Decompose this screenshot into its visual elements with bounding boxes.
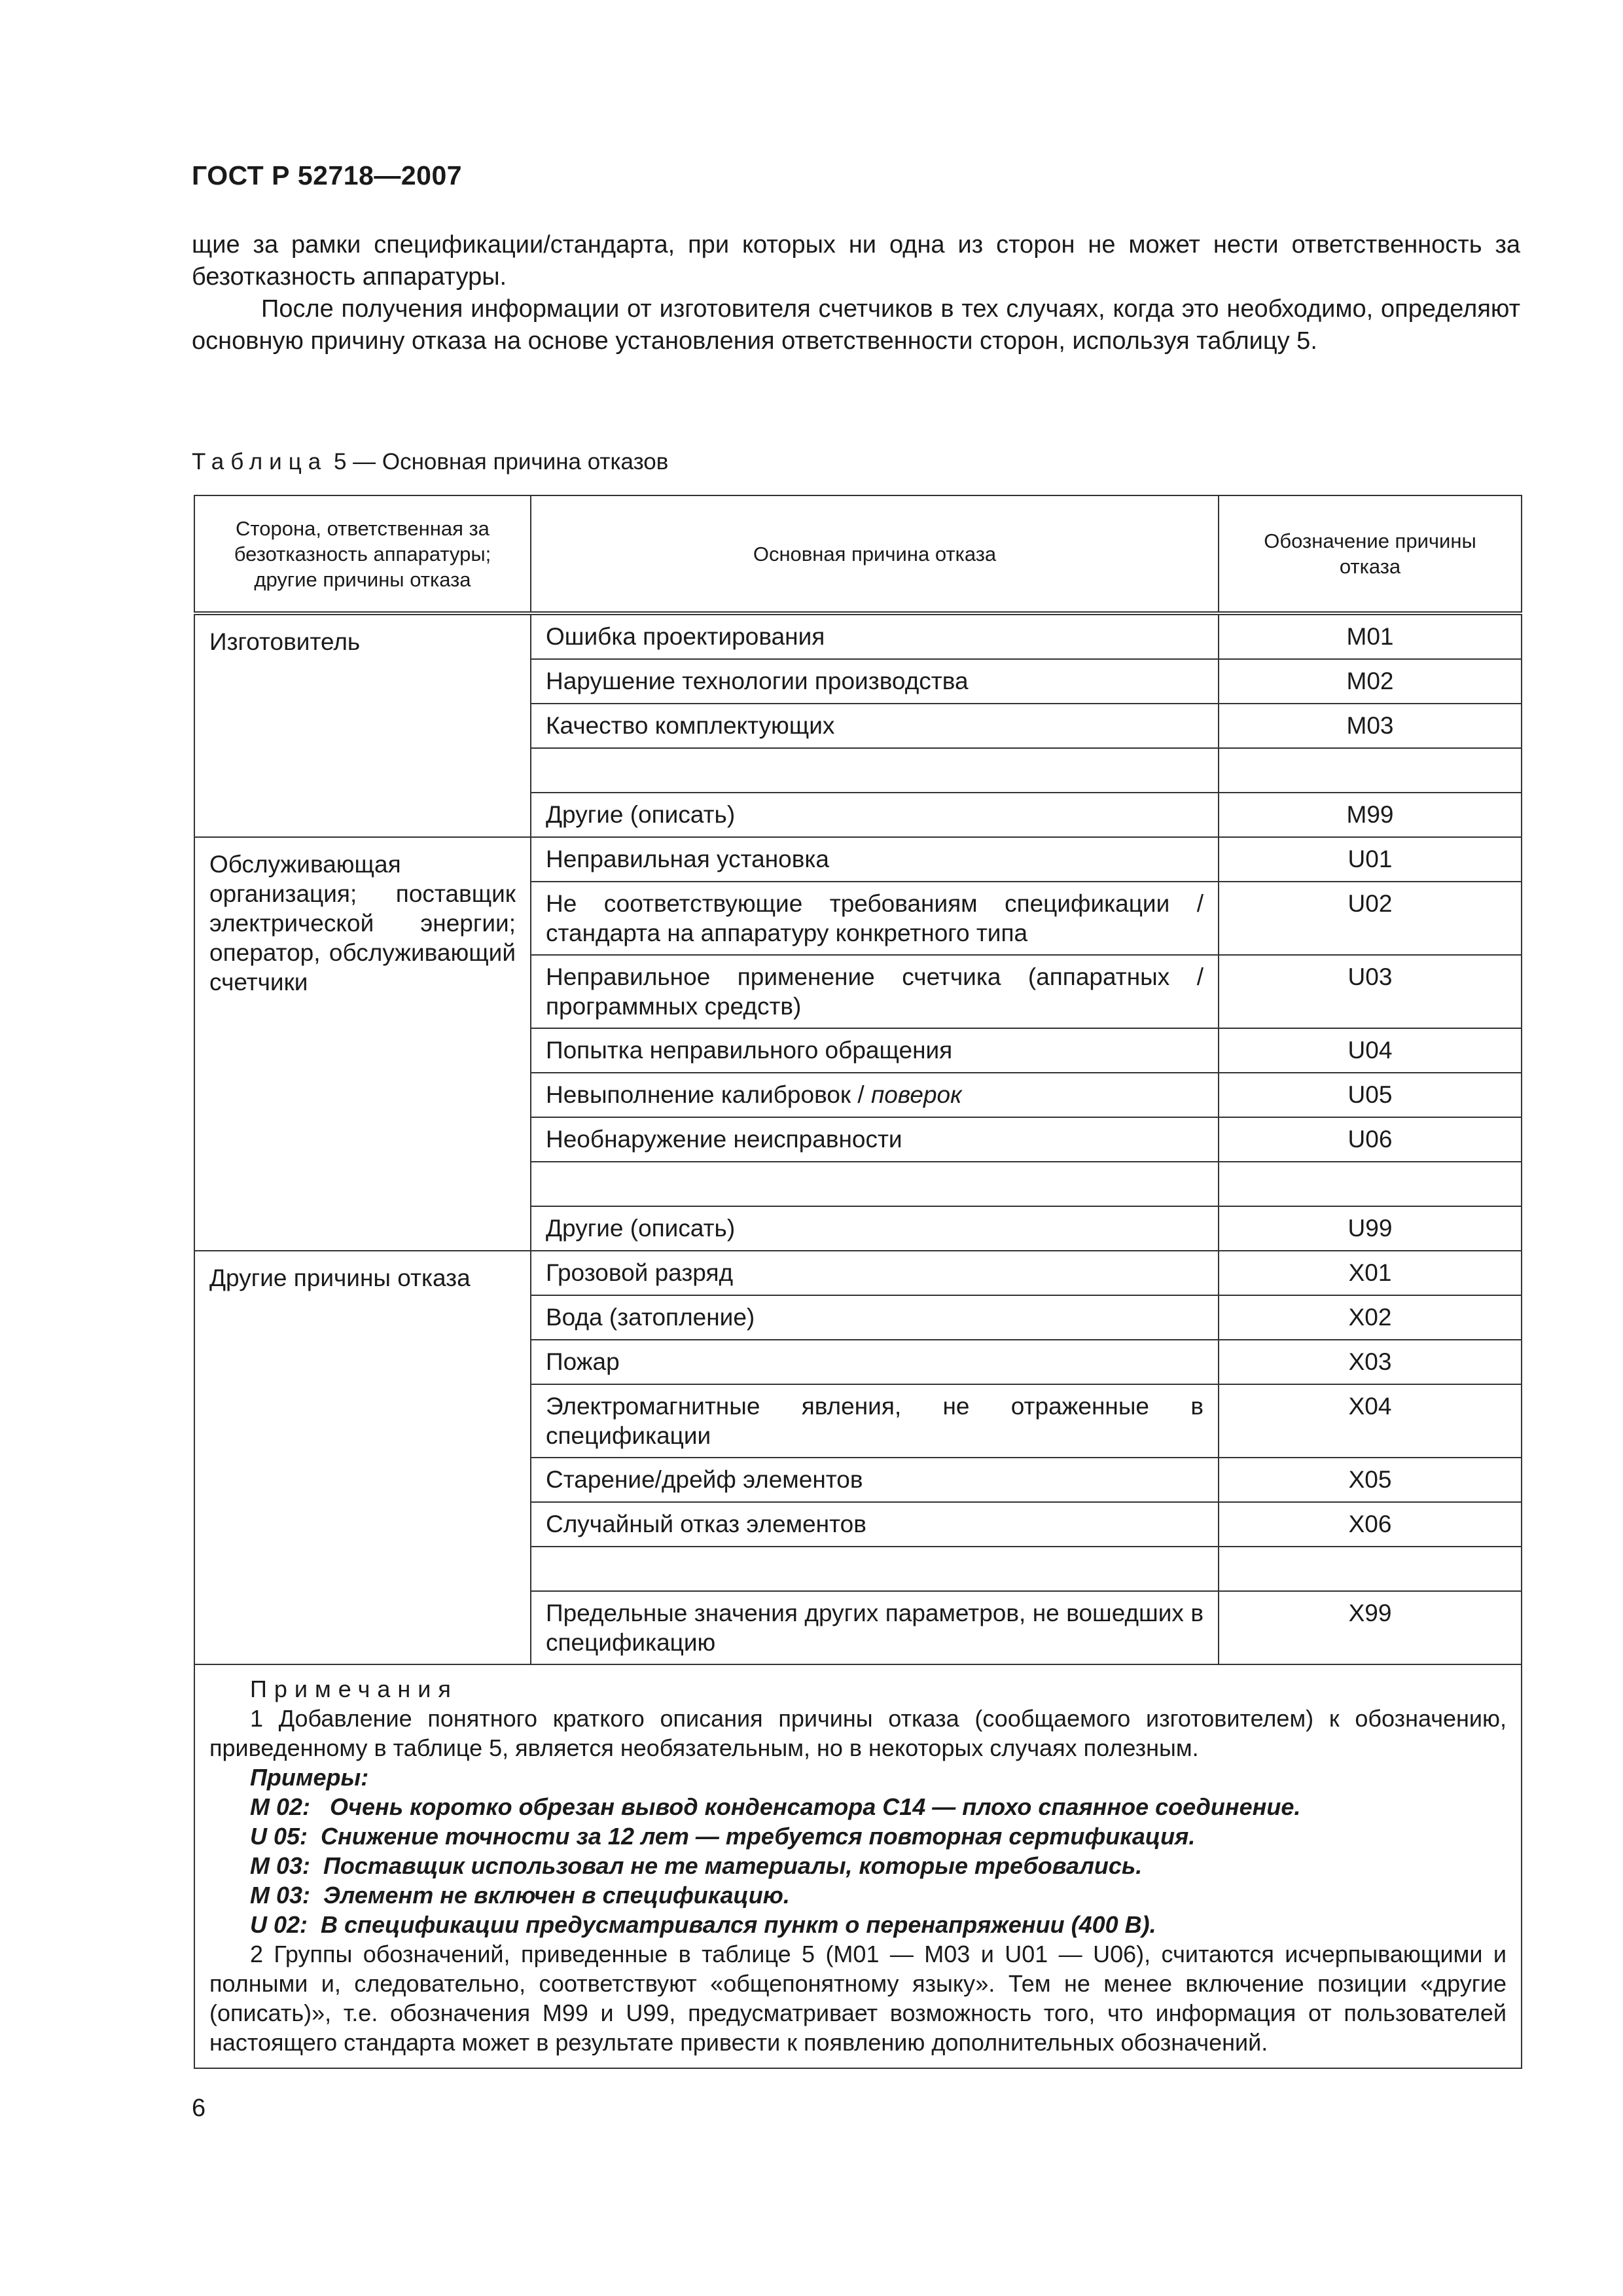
header-party: Сторона, ответственная за безотказность аппаратуры; другие причины отказа: [194, 495, 531, 613]
party-manufacturer: Изготовитель: [194, 613, 531, 837]
cause-cell: Ошибка проектирования: [531, 613, 1219, 659]
cause-cell: Качество комплектующих: [531, 704, 1219, 748]
header-code: Обозначение причины отказа: [1219, 495, 1522, 613]
notes-row: [194, 1664, 1522, 2068]
table-header-row: [194, 495, 1522, 613]
cause-cell: [531, 748, 1219, 793]
code-cell: М02: [1219, 659, 1522, 704]
notes-title: [209, 1674, 1507, 1704]
cause-cell: Неправильная установка: [531, 837, 1219, 882]
table-row: [194, 837, 1522, 882]
example-item: М 03: Поставщик использовал не те материалы, которые требовались.: [250, 1852, 1143, 1879]
cause-cell: Пожар: [531, 1340, 1219, 1384]
note-1: 1 Добавление понятного краткого описания причины отказа (сообщаемого изготовителем) к обозначению, приведенному в таблице 5, является необязательным, но в некоторых случаях полезным.: [209, 1705, 1507, 1761]
intro-paragraph-1: щие за рамки спецификации/стандарта, при которых ни одна из сторон не может нести ответственность за безотказность аппаратуры.: [192, 231, 1520, 291]
intro-text: [192, 229, 1520, 357]
cause-cell: Не соответствующие требованиям спецификации / стандарта на аппаратуру конкретного типа: [531, 882, 1219, 955]
code-cell: U04: [1219, 1028, 1522, 1073]
table-row: [194, 1251, 1522, 1295]
code-cell: U01: [1219, 837, 1522, 882]
cause-cell: Грозовой разряд: [531, 1251, 1219, 1295]
code-cell: Х01: [1219, 1251, 1522, 1295]
example-item: U 02: В спецификации предусматривался пункт о перенапряжении (400 В).: [250, 1911, 1156, 1938]
notes-title-text: Примечания: [250, 1676, 458, 1702]
cause-cell: Старение/дрейф элементов: [531, 1458, 1219, 1502]
cause-text-italic: поверок: [870, 1081, 962, 1108]
cause-cell: Неправильное применение счетчика (аппаратных / программных средств): [531, 955, 1219, 1028]
cause-cell: Другие (описать): [531, 793, 1219, 837]
code-cell: [1219, 1162, 1522, 1206]
cause-cell: Случайный отказ элементов: [531, 1502, 1219, 1547]
cause-cell: Попытка неправильного обращения: [531, 1028, 1219, 1073]
example-item: М 03: Элемент не включен в спецификацию.: [250, 1882, 790, 1909]
code-cell: U06: [1219, 1117, 1522, 1162]
cause-cell: Предельные значения других параметров, не вошедших в спецификацию: [531, 1591, 1219, 1664]
note-2: 2 Группы обозначений, приведенные в таблице 5 (М01 — М03 и U01 — U06), считаются исчерпывающими и полными и, следовательно, соответствуют «общепонятному языку». Тем не менее включение позиции «другие (описать)», т.е. обозначения М99 и U99, предусматривает возможность того, что информация от пользователей настоящего стандарта может в результате привести к появлению дополнительных обозначений.: [209, 1941, 1507, 2056]
header-cause: Основная причина отказа: [531, 495, 1219, 613]
document-header: ГОСТ Р 52718—2007: [192, 160, 463, 190]
code-cell: U02: [1219, 882, 1522, 955]
examples-title: Примеры:: [250, 1764, 369, 1791]
page-number: 6: [192, 2094, 206, 2122]
code-cell: U99: [1219, 1206, 1522, 1251]
cause-cell: [531, 1162, 1219, 1206]
example-item: U 05: Снижение точности за 12 лет — требуется повторная сертификация.: [250, 1823, 1196, 1850]
notes-cell: [194, 1664, 1522, 2068]
code-cell: Х99: [1219, 1591, 1522, 1664]
failure-causes-table: [194, 495, 1522, 2069]
table-caption-word: Таблица: [192, 449, 328, 475]
code-cell: Х02: [1219, 1295, 1522, 1340]
cause-cell: [531, 1547, 1219, 1591]
table-caption: [192, 449, 668, 475]
code-cell: Х03: [1219, 1340, 1522, 1384]
code-cell: М03: [1219, 704, 1522, 748]
cause-cell: Необнаружение неисправности: [531, 1117, 1219, 1162]
code-cell: U05: [1219, 1073, 1522, 1117]
cause-cell: Нарушение технологии производства: [531, 659, 1219, 704]
code-cell: Х04: [1219, 1384, 1522, 1458]
cause-cell: Вода (затопление): [531, 1295, 1219, 1340]
cause-cell: Электромагнитные явления, не отраженные в спецификации: [531, 1384, 1219, 1458]
cause-cell: [531, 1073, 1219, 1117]
code-cell: [1219, 1547, 1522, 1591]
code-cell: U03: [1219, 955, 1522, 1028]
code-cell: М01: [1219, 613, 1522, 659]
code-cell: Х06: [1219, 1502, 1522, 1547]
cause-text: Невыполнение калибровок /: [546, 1081, 871, 1108]
party-service-organization: Обслуживающая организация; поставщик электрической энергии; оператор, обслуживающий счетчики: [194, 837, 531, 1251]
intro-paragraph-2: После получения информации от изготовителя счетчиков в тех случаях, когда это необходимо, определяют основную причину отказа на основе установления ответственности сторон, используя таблицу 5.: [192, 295, 1520, 355]
example-item: М 02: Очень коротко обрезан вывод конденсатора С14 — плохо спаянное соединение.: [250, 1793, 1301, 1820]
code-cell: [1219, 748, 1522, 793]
table-caption-title: 5 — Основная причина отказов: [327, 449, 669, 475]
code-cell: Х05: [1219, 1458, 1522, 1502]
cause-cell: Другие (описать): [531, 1206, 1219, 1251]
party-other-causes: Другие причины отказа: [194, 1251, 531, 1664]
table-row: [194, 613, 1522, 659]
code-cell: М99: [1219, 793, 1522, 837]
